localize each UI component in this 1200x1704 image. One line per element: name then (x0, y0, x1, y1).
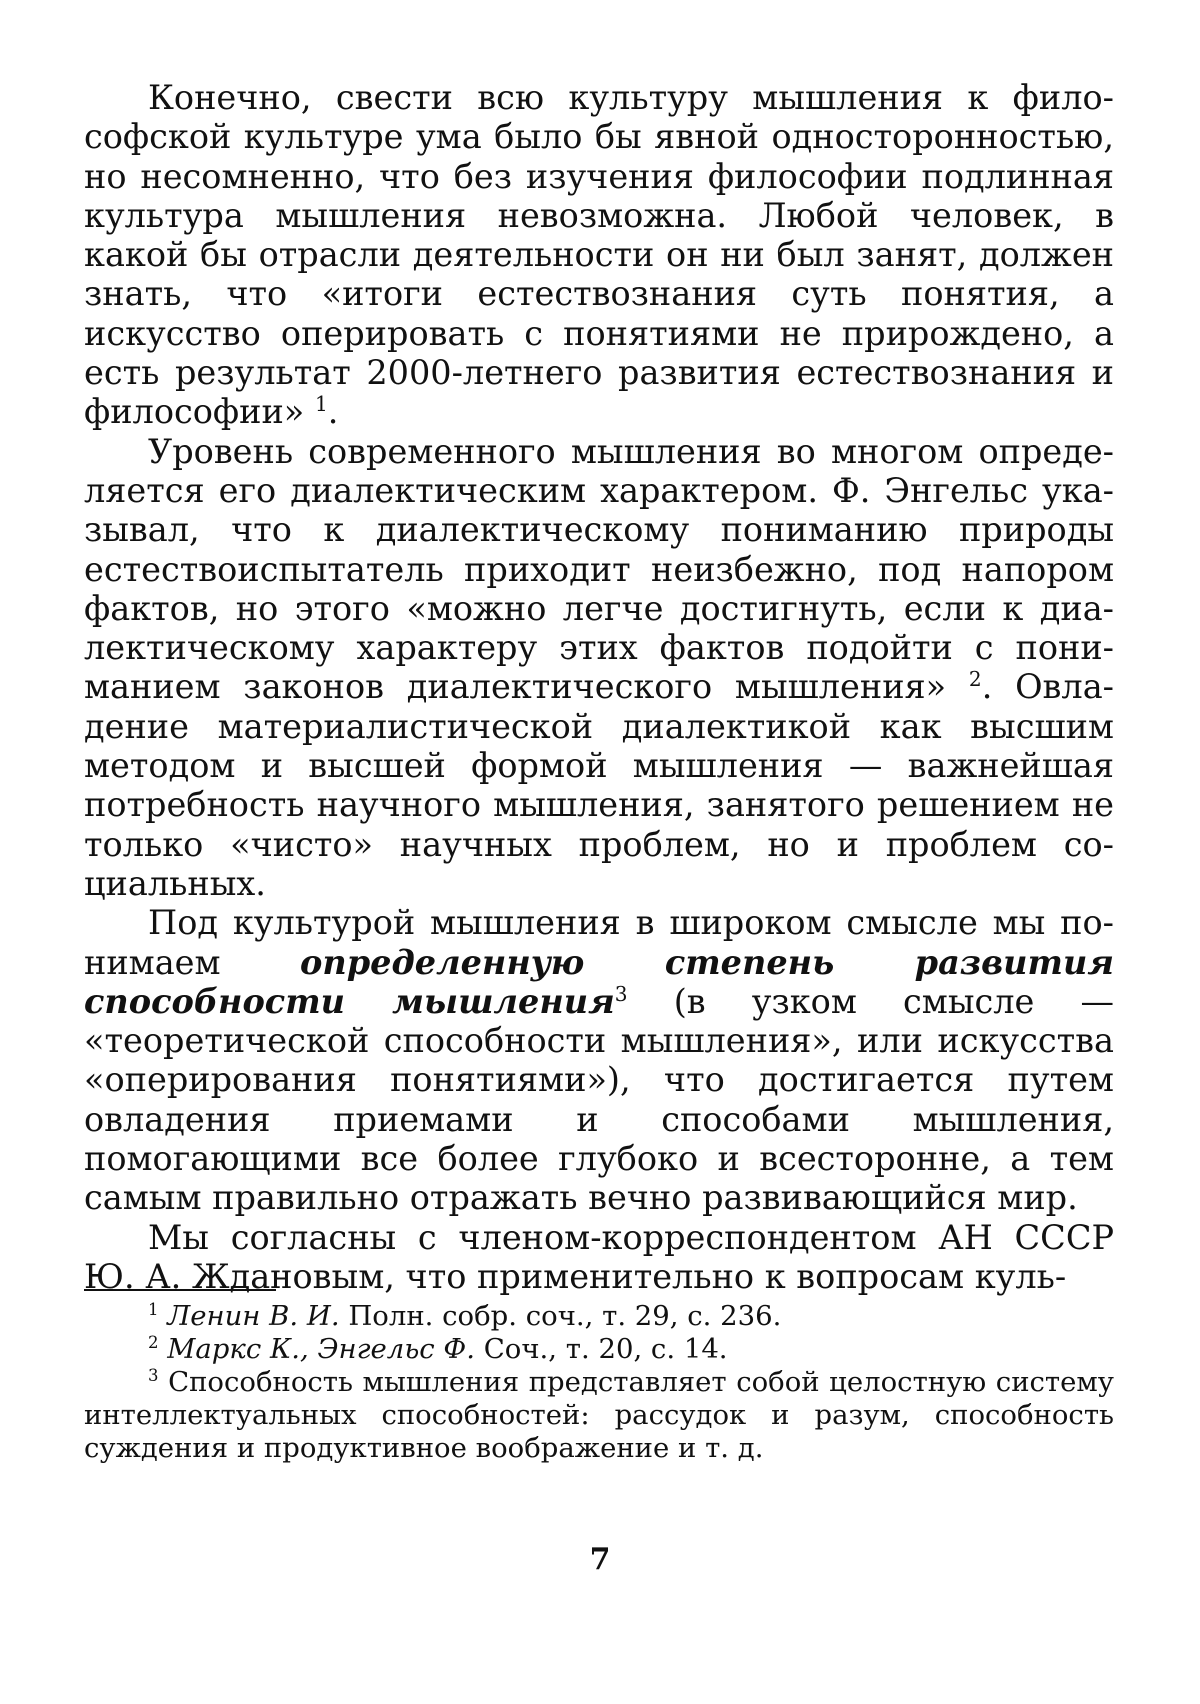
paragraph-1 (84, 78, 1114, 432)
footnotes (84, 1300, 1114, 1465)
footnote-3 (84, 1366, 1114, 1465)
page-number: 7 (589, 1542, 611, 1577)
footnote-2-marker: 2 (148, 1332, 159, 1352)
footnote-2-text: Соч., т. 20, с. 14. (475, 1333, 728, 1365)
paragraph-4-text: Мы согласны с членом-корреспондентом АН СССР Ю. А. Ждановым, что применительно к вопросам куль- (84, 1217, 1114, 1296)
paragraph-3-after: (в узком смысле — «теоретической способности мышления», или искусства «оперирования понятиями»), что достигается путем овладения приемами и способами мышления, помогающими все более глубоко и всесторонне, а тем самым правильно отражать вечно развивающийся мир. (84, 981, 1114, 1218)
paragraph-3-emphasis: определенную степень развития способности мышления (84, 942, 1114, 1021)
footnote-divider (84, 1289, 276, 1291)
footnote-ref-3[interactable]: 3 (614, 981, 628, 1006)
footnote-3-text: Способность мышления представляет собой целостную систему интеллектуальных способностей: рассудок и разум, способность суждения и продуктивное воображение и т. д. (84, 1366, 1114, 1464)
footnote-2 (84, 1333, 1114, 1366)
footnote-1-marker: 1 (148, 1299, 159, 1319)
footnote-1 (84, 1300, 1114, 1333)
paragraph-1-end: . (327, 392, 339, 432)
paragraph-3 (84, 903, 1114, 1217)
paragraph-4 (84, 1218, 1114, 1297)
main-text (84, 78, 1114, 1296)
footnote-ref-2[interactable]: 2 (968, 667, 982, 692)
paragraph-2-text: Уровень современного мышления во многом определяется его диалектическим характером. Ф. Энгельс указывал, что к диалектическому пониманию природы естествоиспытатель приходит неизбежно, под напором фактов, но этого «можно легче достигнуть, если к диалектическому характеру этих фактов подойти с пониманием законов диалектического мышления» (84, 431, 1114, 707)
footnote-1-text: Полн. собр. соч., т. 29, с. 236. (339, 1300, 782, 1332)
paragraph-2-end: . Овладение материалистической диалектикой как высшим методом и высшей формой мышления — важнейшая потребность научного мышления, занятого решением не только «чисто» научных проблем, но и проблем социальных. (84, 667, 1114, 903)
paragraph-2 (84, 432, 1114, 904)
footnote-1-author: Ленин В. И. (167, 1300, 340, 1332)
footnote-2-author: Маркс К., Энгельс Ф. (167, 1333, 476, 1365)
paragraph-1-text: Конечно, свести всю культуру мышления к философской культуре ума было бы явной односторонностью, но несомненно, что без изучения философии подлинная культура мышления невозможна. Любой человек, в какой бы отрасли деятельности он ни был занят, должен знать, что «итоги естествознания суть понятия, а искусство оперировать с понятиями не прирождено, а есть результат 2000-летнего развития естествознания и философии» (84, 78, 1114, 432)
footnote-3-marker: 3 (148, 1365, 159, 1385)
paragraph-3-before: Под культурой мышления в широком смысле мы понимаем (84, 903, 1114, 982)
footnote-ref-1[interactable]: 1 (314, 392, 328, 417)
